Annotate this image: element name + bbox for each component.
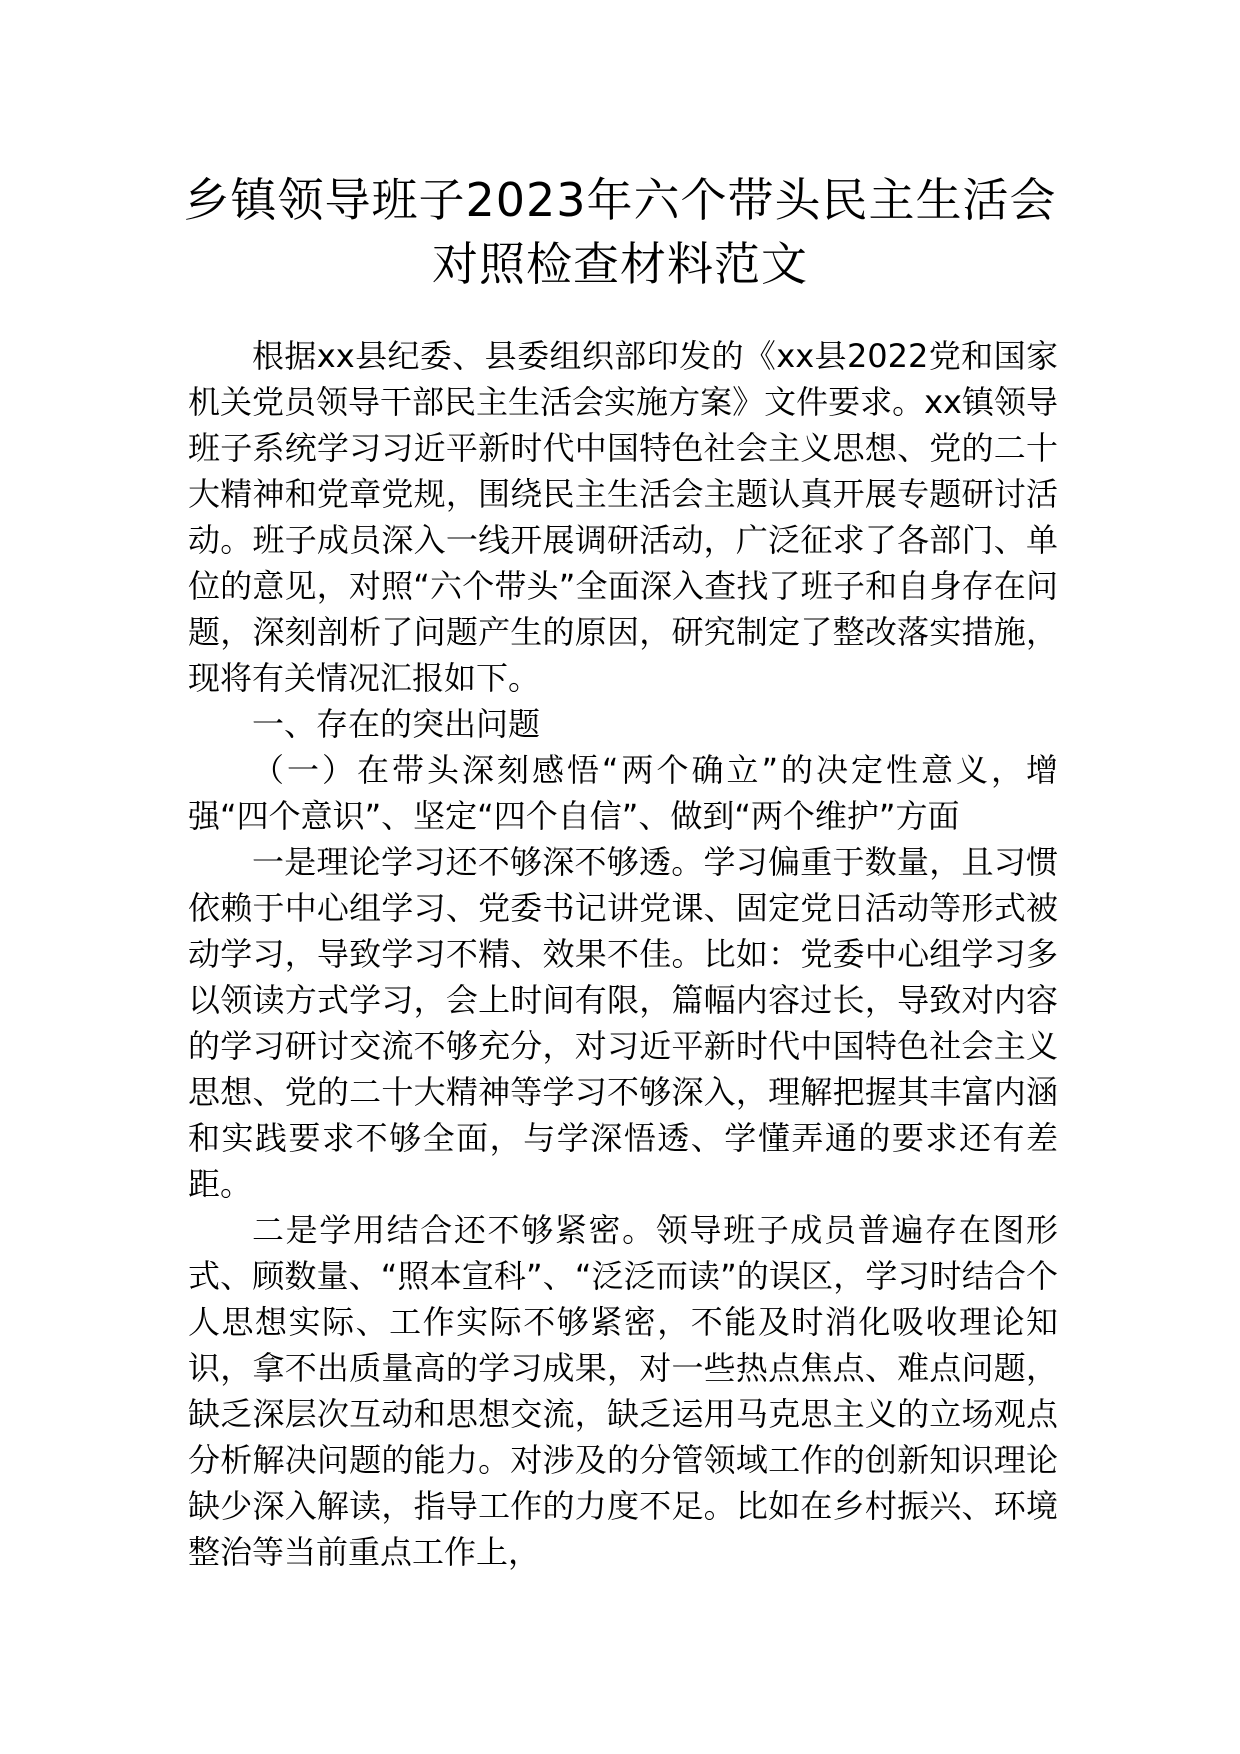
subsection-heading: （一）在带头深刻感悟“两个确立”的决定性意义，增强“四个意识”、坚定“四个自信”、做到“两个维护”方面 bbox=[188, 751, 1058, 835]
document-title-line-2: 对照检查材料范文 bbox=[432, 237, 808, 291]
document-title-line-1: 乡镇领导班子2023年六个带头民主生活会 bbox=[183, 173, 1057, 227]
document-body bbox=[188, 333, 1058, 1575]
section-heading: 一、存在的突出问题 bbox=[252, 705, 541, 743]
body-paragraph: 一是理论学习还不够深不够透。学习偏重于数量，且习惯依赖于中心组学习、党委书记讲党课、固定党日活动等形式被动学习，导致学习不精、效果不佳。比如：党委中心组学习多以领读方式学习，会上时间有限，篇幅内容过长，导致对内容的学习研讨交流不够充分，对习近平新时代中国特色社会主义思想、党的二十大精神等学习不够深入，理解把握其丰富内涵和实践要求不够全面，与学深悟透、学懂弄通的要求还有差距。 bbox=[188, 843, 1058, 1203]
intro-paragraph: 根据xx县纪委、县委组织部印发的《xx县2022党和国家机关党员领导干部民主生活会实施方案》文件要求。xx镇领导班子系统学习习近平新时代中国特色社会主义思想、党的二十大精神和党章党规，围绕民主生活会主题认真开展专题研讨活动。班子成员深入一线开展调研活动，广泛征求了各部门、单位的意见，对照“六个带头”全面深入查找了班子和自身存在问题，深刻剖析了问题产生的原因，研究制定了整改落实措施，现将有关情况汇报如下。 bbox=[188, 337, 1058, 697]
body-paragraph: 二是学用结合还不够紧密。领导班子成员普遍存在图形式、顾数量、“照本宣科”、“泛泛而读”的误区，学习时结合个人思想实际、工作实际不够紧密，不能及时消化吸收理论知识，拿不出质量高的学习成果，对一些热点焦点、难点问题，缺乏深层次互动和思想交流，缺乏运用马克思主义的立场观点分析解决问题的能力。对涉及的分管领域工作的创新知识理论缺少深入解读，指导工作的力度不足。比如在乡村振兴、环境整治等当前重点工作上， bbox=[188, 1211, 1058, 1571]
